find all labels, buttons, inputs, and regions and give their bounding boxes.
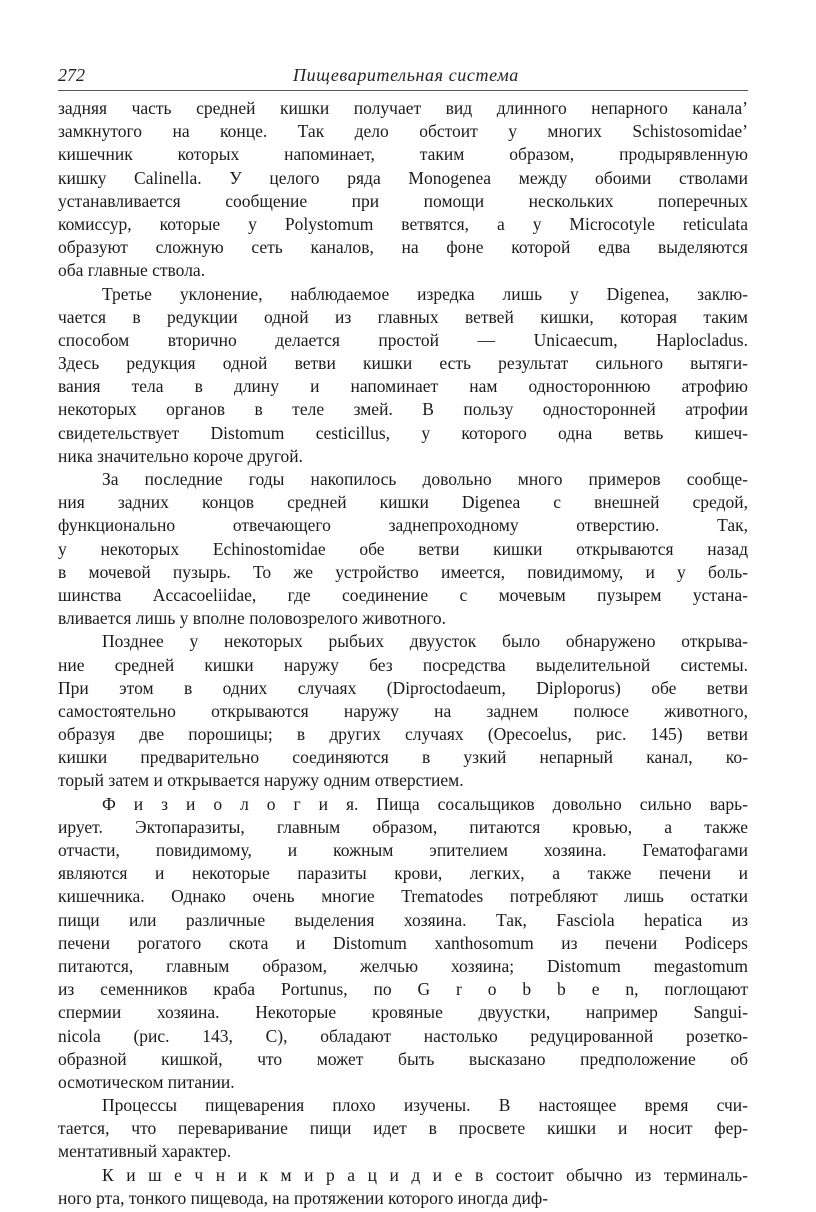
paragraph <box>58 97 748 283</box>
text-line: спермии хозяина. Некоторые кровяные двуустки, например Sangui- <box>58 1002 748 1023</box>
text-line: некоторых органов в теле змей. В пользу односторонней атрофии <box>58 399 748 420</box>
text-line: кишечник которых напоминает, таким образом, продырявленную <box>58 144 748 165</box>
text-line: образуют сложную сеть каналов, на фоне которой едва выделяются <box>58 237 748 258</box>
text-line: у некоторых Echinostomidae обе ветви кишки открываются назад <box>58 538 748 559</box>
text-line: осмотическом питании. <box>58 1071 235 1092</box>
body-text <box>58 97 748 1210</box>
paragraph <box>58 468 748 630</box>
text-line: из семенников краба Portunus, по G r o b b e n, поглощают <box>58 979 748 1000</box>
text-line: тается, что переваривание пищи идет в просвете кишки и носит фер- <box>58 1118 748 1139</box>
text-line: ние средней кишки наружу без посредства выделительной системы. <box>58 654 748 675</box>
text-line: nicola (рис. 143, C), обладают настолько редуцированной розетко- <box>58 1025 748 1046</box>
text-line: вливается лишь у вполне половозрелого животного. <box>58 608 446 629</box>
text-line: питаются, главным образом, желчью хозяина; Distomum megastomum <box>58 955 748 976</box>
text-line: ирует. Эктопаразиты, главным образом, питаются кровью, а также <box>58 816 748 837</box>
text-line: торый затем и открывается наружу одним отверстием. <box>58 770 464 791</box>
text-line: ного рта, тонкого пищевода, на протяжении которого иногда диф- <box>58 1187 549 1208</box>
text-line: Ф и з и о л о г и я. Пища сосальщиков довольно сильно варь- <box>102 793 748 814</box>
text-line: чается в редукции одной из главных ветвей кишки, которая таким <box>58 306 748 327</box>
text-line: образуя две порошицы; в других случаях (Opecoelus, рис. 145) ветви <box>58 724 748 745</box>
text-line: К и ш е ч н и к м и р а ц и д и е в состоит обычно из терминаль- <box>102 1164 748 1185</box>
text-line: шинства Accacoeliidae, где соединение с мочевым пузырем устана- <box>58 584 748 605</box>
text-line: ника значительно короче другой. <box>58 445 303 466</box>
paragraph <box>58 630 748 792</box>
text-line: При этом в одних случаях (Diproctodaeum, Diploporus) обе ветви <box>58 677 748 698</box>
text-line: Позднее у некоторых рыбьих двуусток было обнаружено открыва- <box>102 631 748 652</box>
text-line: устанавливается сообщение при помощи нескольких поперечных <box>58 190 748 211</box>
text-line: Процессы пищеварения плохо изучены. В настоящее время счи- <box>102 1095 748 1116</box>
text-line: являются и некоторые паразиты крови, легких, а также печени и <box>58 863 748 884</box>
text-line: кишечника. Однако очень многие Trematodes потребляют лишь остатки <box>58 886 748 907</box>
paragraph <box>58 283 748 469</box>
text-line: За последние годы накопилось довольно много примеров сообще- <box>102 469 748 489</box>
text-line: кишки предварительно соединяются в узкий непарный канал, ко- <box>58 747 748 768</box>
paragraph <box>58 1164 748 1210</box>
text-line: Здесь редукция одной ветви кишки есть результат сильного вытяги- <box>58 353 748 374</box>
text-line: задняя часть средней кишки получает вид длинного непарного канала’ <box>58 98 748 118</box>
text-line: самостоятельно открываются наружу на заднем полюсе животного, <box>58 700 748 721</box>
text-line: ментативный характер. <box>58 1141 232 1162</box>
text-line: в мочевой пузырь. То же устройство имеется, повидимому, и у боль- <box>58 561 748 582</box>
book-page <box>58 62 748 1210</box>
paragraph <box>58 793 748 1094</box>
page-header <box>58 62 748 91</box>
text-line: замкнутого на конце. Так дело обстоит у многих Schistosomidae’ <box>58 121 748 142</box>
text-line: печени рогатого скота и Distomum xanthosomum из печени Podiceps <box>58 932 748 953</box>
running-title: Пищеварительная система <box>293 65 519 85</box>
text-line: кишку Calinella. У целого ряда Monogenea между обоими стволами <box>58 167 748 188</box>
text-line: свидетельствует Distomum cesticillus, у которого одна ветвь кишеч- <box>58 422 748 443</box>
text-line: комиссур, которые у Polystomum ветвятся, а у Microcotyle reticulata <box>58 213 748 234</box>
text-line: функционально отвечающего заднепроходному отверстию. Так, <box>58 515 748 536</box>
text-line: пищи или различные выделения хозяина. Так, Fasciola hepatica из <box>58 909 748 930</box>
text-line: ния задних концов средней кишки Digenea с внешней средой, <box>58 492 748 513</box>
text-line: способом вторично делается простой — Unicaecum, Haplocladus. <box>58 329 748 350</box>
text-line: оба главные ствола. <box>58 260 206 281</box>
text-line: Третье уклонение, наблюдаемое изредка лишь у Digenea, заклю- <box>102 283 748 304</box>
text-line: отчасти, повидимому, и кожным эпителием хозяина. Гематофагами <box>58 840 748 860</box>
text-line: образной кишкой, что может быть высказано предположение об <box>58 1048 748 1069</box>
paragraph <box>58 1094 748 1164</box>
page-number: 272 <box>58 65 85 85</box>
text-line: вания тела в длину и напоминает нам одностороннюю атрофию <box>58 376 748 397</box>
